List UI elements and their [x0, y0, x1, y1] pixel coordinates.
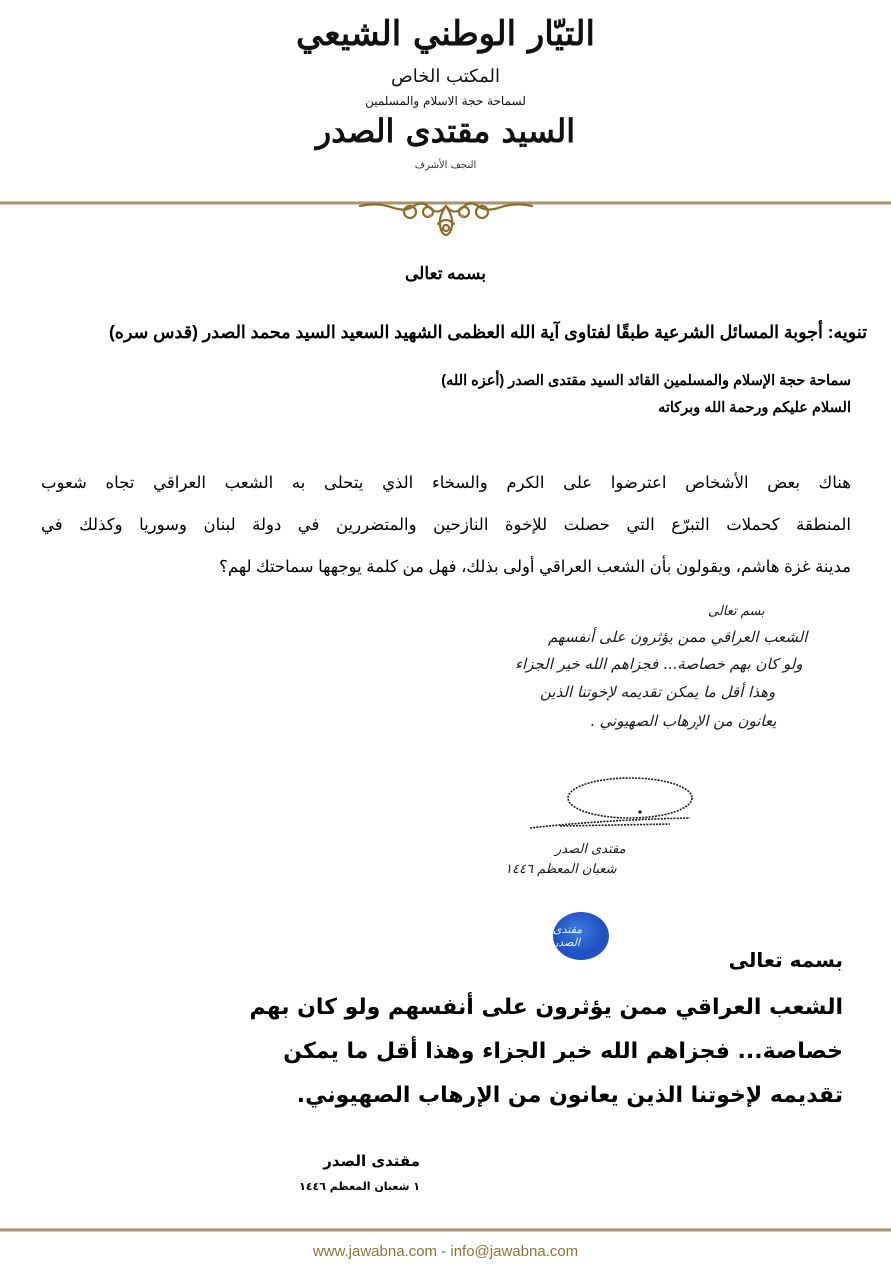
question-line: هناك بعض الأشخاص اعترضوا على الكرم والسخاء الذي يتحلى به الشعب العراقي تجاه شعوب [41, 474, 851, 492]
reply-bism: بسمه تعالى [728, 948, 843, 972]
footer-divider [0, 1228, 891, 1232]
leader-name: السيد مقتدى الصدر [315, 112, 576, 150]
closing-signature [270, 1152, 420, 1193]
handwritten-line: الشعب العراقي ممن يؤثرون على أنفسهم [548, 628, 808, 646]
handwritten-line: وهذا أقل ما يمكن تقديمه لإخوتنا الذين [540, 683, 776, 701]
ornament-icon [358, 198, 534, 240]
signer-name: مقتدى الصدر [323, 1152, 420, 1170]
question-line: مدينة غزة هاشم، ويقولون بأن الشعب العراقي أولى بذلك، فهل من كلمة يوجهها سماحتك لهم؟ [219, 558, 851, 576]
office-title: المكتب الخاص [390, 66, 500, 87]
handwritten-line: ولو كان بهم خصاصة... فجزاهم الله خير الجزاء [515, 655, 803, 673]
typed-reply [249, 948, 843, 1118]
footer-contact: www.jawabna.com - info@jawabna.com [312, 1243, 579, 1260]
addressee-title: سماحة حجة الإسلام والمسلمين القائد السيد مقتدى الصدر (أعزه الله) [441, 373, 851, 389]
reply-date: ١ شعبان المعظم ١٤٤٦ [299, 1180, 420, 1193]
reply-line: خصاصة... فجزاهم الله خير الجزاء وهذا أقل ما يمكن [283, 1039, 843, 1064]
handwritten-signature-date: شعبان المعظم ١٤٤٦ [505, 862, 617, 877]
city-name: النجف الأشرف [414, 160, 477, 171]
reply-line: تقديمه لإخوتنا الذين يعانون من الإرهاب الصهيوني. [296, 1083, 843, 1108]
handwritten-line: يعانون من الإرهاب الصهيوني . [590, 712, 777, 730]
honorific-line: لسماحة حجة الاسلام والمسلمين [365, 94, 526, 108]
reply-line: الشعب العراقي ممن يؤثرون على أنفسهم ولو كان بهم [249, 995, 843, 1020]
question-paragraph [41, 462, 851, 588]
bism-heading: بسمه تعالى [404, 264, 487, 283]
handwritten-signature-name: مقتدى الصدر [555, 842, 626, 857]
party-name: التيّار الوطني الشيعي [296, 14, 595, 54]
signature-icon [520, 770, 720, 840]
notice-line: تنويه: أجوبة المسائل الشرعية طبقًا لفتاوى آية الله العظمى الشهيد السعيد السيد محمد الصدر (قدس سره) [108, 322, 867, 342]
question-line: المنطقة كحملات التبرّع التي حصلت للإخوة النازحين والمتضررين في دولة لبنان وسوريا وكذلك في [41, 516, 851, 534]
seal-text: مقتدى الصدر [553, 923, 583, 949]
handwritten-bism: بسم تعالى [708, 604, 765, 619]
greeting: السلام عليكم ورحمة الله وبركاته [658, 400, 851, 416]
